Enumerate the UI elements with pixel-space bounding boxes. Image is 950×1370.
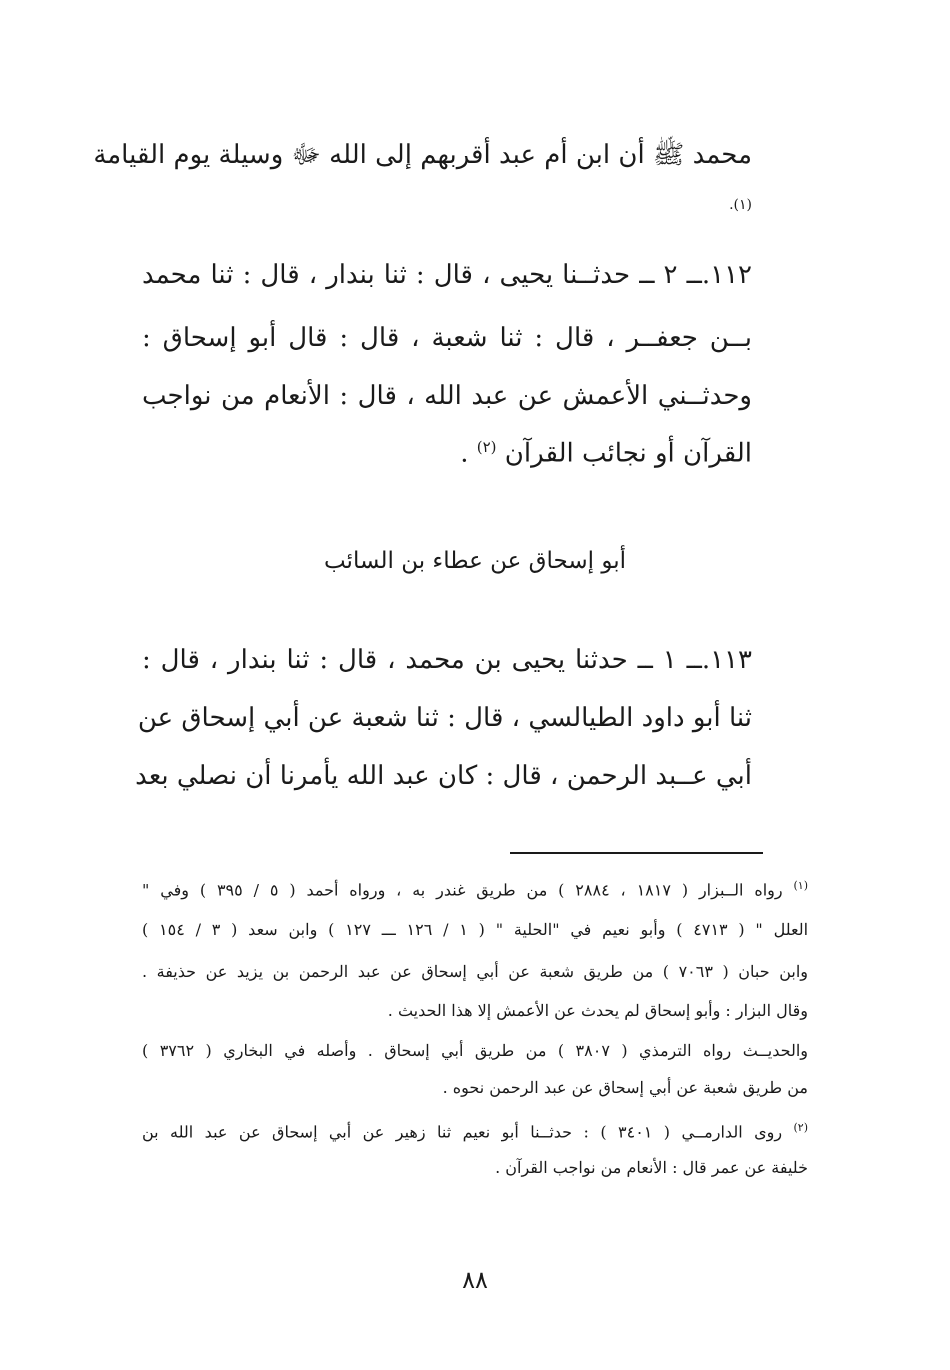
footnote-separator bbox=[510, 852, 763, 854]
footnote-2-line-1: $^{(٢)}$ روى الدارمــي ( ٣٤٠١ ) : حدثــنا أبو نعيم ثنا زهير عن أبي إسحاق عن عبد الله بن bbox=[142, 1121, 809, 1142]
hadith-113-line-2: ثنا أبو داود الطيالسي ، قال : ثنا شعبة عن أبي إسحاق عن bbox=[137, 703, 752, 733]
footnote-2-line-2: خليفة عن عمر قال : الأنعام من نواجب القرآن . bbox=[495, 1158, 808, 1177]
footnote-1-line-1: $^{(١)}$ رواه الــبزار ( ١٨١٧ ، ٢٨٨٤ ) من طريق غندر به ، ورواه أحمد ( ٥ / ٣٩٥ ) وفي " bbox=[142, 879, 809, 900]
footnote-1-line-3: وابن حبان ( ٧٠٦٣ ) من طريق شعبة عن أبي إسحاق عن عبد الرحمن بن يزيد عن حذيفة . bbox=[142, 962, 809, 981]
footnote-1-line-2: العلل " ( ٤٧١٣ ) وأبو نعيم في "الحلية " ( ١ / ١٢٦ ـــ ١٢٧ ) وابن سعد ( ٣ / ١٥٤ ) bbox=[142, 920, 809, 939]
body-line-continuation bbox=[93, 140, 752, 170]
hadith-112-line-4: القرآن أو نجائب القرآن $^{(٢)}$ . bbox=[460, 438, 752, 469]
footnote-ref-1: (١). bbox=[729, 197, 752, 213]
hadith-112-line-2: بــن جعفــر ، قال : ثنا شعبة ، قال : قال أبو إسحاق : bbox=[142, 323, 752, 353]
section-heading: أبو إسحاق عن عطاء بن السائب bbox=[323, 548, 627, 574]
footnote-2-marker: (٢) bbox=[793, 1121, 809, 1134]
hadith-113-line-1: ١١٣.ــ ١ ــ حدثنا يحيى بن محمد ، قال : ثنا بندار ، قال : bbox=[142, 645, 752, 675]
footnote-1-marker: (١) bbox=[793, 879, 809, 892]
page-number: ٨٨ bbox=[462, 1266, 488, 1294]
hadith-113-line-3: أبي عــبد الرحمن ، قال : كان عبد الله يأمرنا أن نصلي بعد bbox=[135, 761, 752, 791]
footnote-ref-2: (٢) bbox=[476, 438, 497, 456]
hadith-112-line-3: وحدثــني الأعمش عن عبد الله ، قال : الأنعام من نواجب bbox=[142, 381, 752, 411]
footnote-1-line-5: والحديــث رواه الترمذي ( ٣٨٠٧ ) من طريق أبي إسحاق . وأصله في البخاري ( ٣٧٦٢ ) bbox=[142, 1041, 808, 1060]
footnote-1-line-6: من طريق شعبة عن أبي إسحاق عن عبد الرحمن نحوه . bbox=[442, 1078, 808, 1097]
body-text: محمد ﷺ أن ابن أم عبد أقربهم إلى الله ﷻ وسيلة يوم القيامة bbox=[93, 140, 752, 170]
hadith-112-line-1: ١١٢.ــ ٢ ــ حدثــنا يحيى ، قال : ثنا بندار ، قال : ثنا محمد bbox=[142, 260, 753, 290]
footnote-1-line-4: وقال البزار : وأبو إسحاق لم يحدث عن الأعمش إلا هذا الحديث . bbox=[387, 1001, 808, 1020]
